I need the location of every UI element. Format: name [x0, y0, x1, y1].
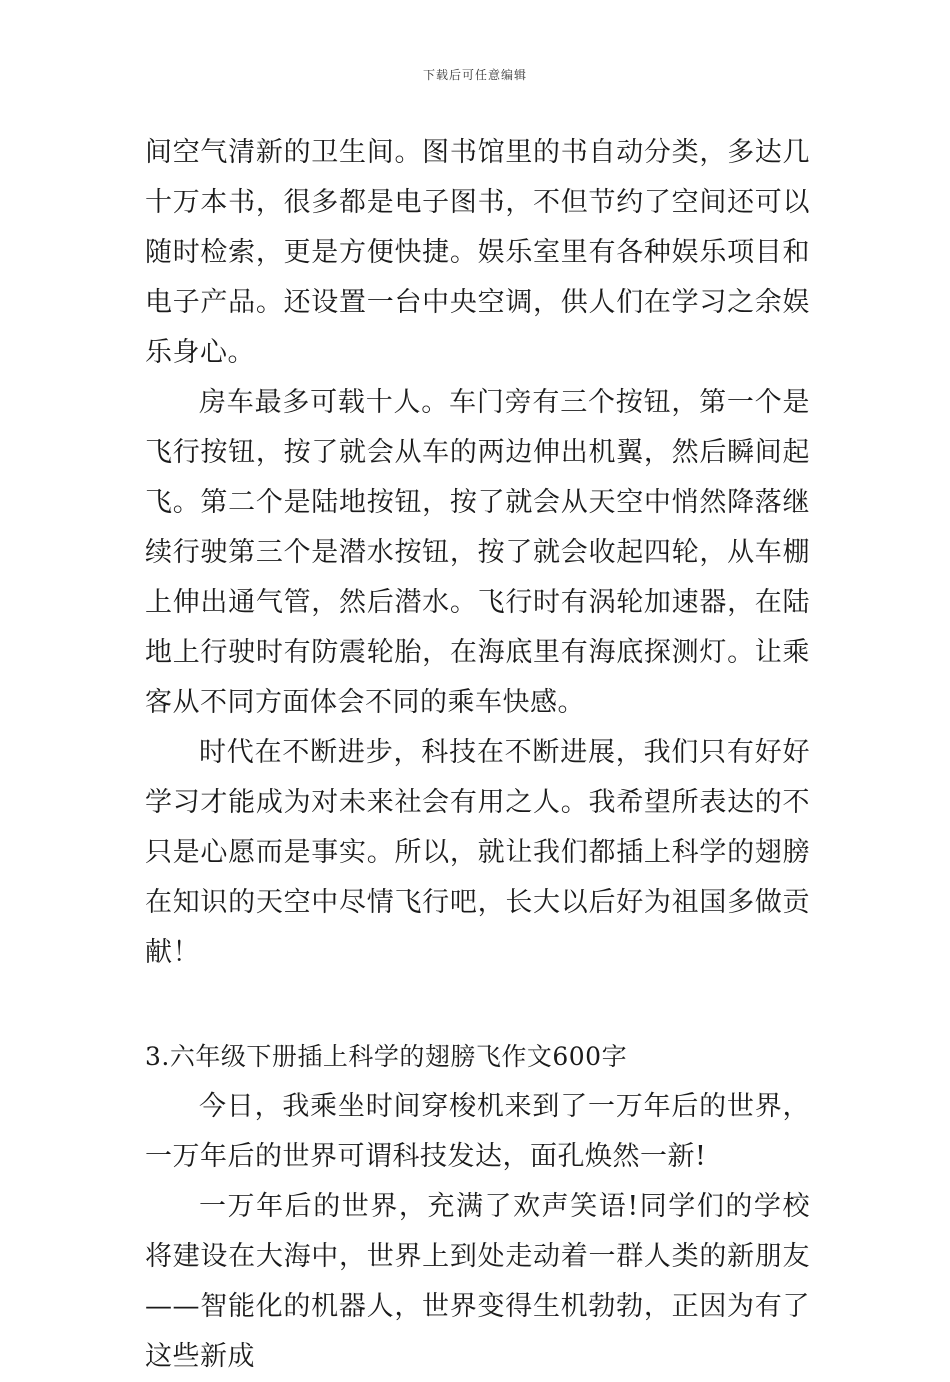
paragraph-time-machine: 今日，我乘坐时间穿梭机来到了一万年后的世界，一万年后的世界可谓科技发达，面孔焕然一新! [145, 1091, 810, 1172]
paragraph-future-world: 一万年后的世界，充满了欢声笑语!同学们的学校将建设在大海中，世界上到处走动着一群人类的新朋友——智能化的机器人，世界变得生机勃勃，正因为有了这些新成 [145, 1191, 810, 1372]
document-body [145, 128, 810, 1382]
page-header: 下载后可任意编辑 [422, 68, 527, 82]
paragraph-library: 间空气清新的卫生间。图书馆里的书自动分类，多达几十万本书，很多都是电子图书，不但节约了空间还可以随时检索，更是方便快捷。娱乐室里有各种娱乐项目和电子产品。还设置一台中央空调，供人们在学习之余娱乐身心。 [145, 137, 810, 368]
section-heading: 3.六年级下册插上科学的翅膀飞作文600字 [145, 1042, 628, 1071]
paragraph-rv-buttons: 房车最多可载十人。车门旁有三个按钮，第一个是飞行按钮，按了就会从车的两边伸出机翼，然后瞬间起飞。第二个是陆地按钮，按了就会从天空中悄然降落继续行驶第三个是潜水按钮，按了就会收起四轮，从车棚上伸出通气管，然后潜水。飞行时有涡轮加速器，在陆地上行驶时有防震轮胎，在海底里有海底探测灯。让乘客从不同方面体会不同的乘车快感。 [145, 387, 810, 718]
paragraph-conclusion: 时代在不断进步，科技在不断进展，我们只有好好学习才能成为对未来社会有用之人。我希望所表达的不只是心愿而是事实。所以，就让我们都插上科学的翅膀在知识的天空中尽情飞行吧，长大以后好为祖国多做贡献！ [145, 737, 810, 968]
